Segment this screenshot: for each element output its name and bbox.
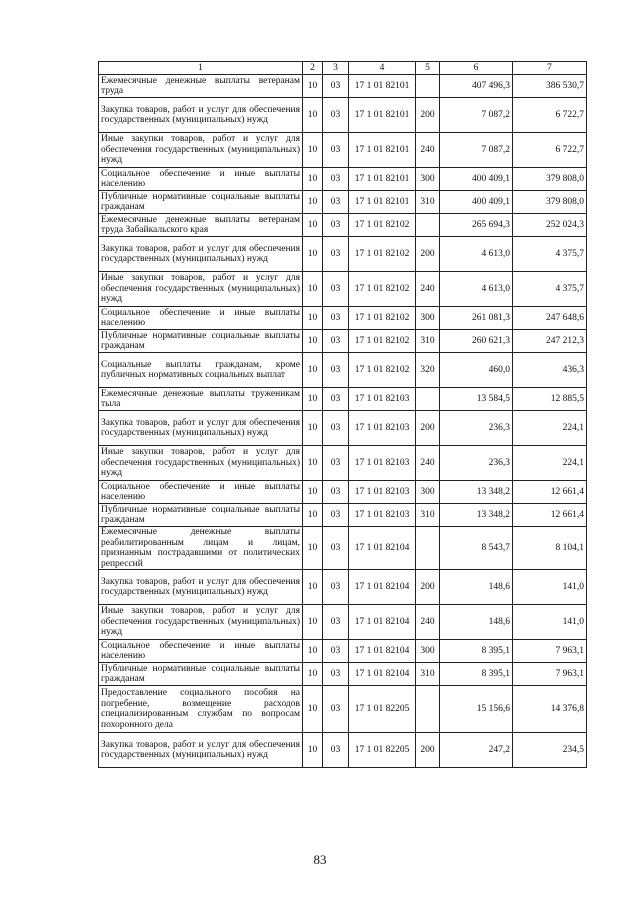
row-name: Иные закупки товаров, работ и услуг для обеспечения государственных (муниципальных) нужд [99,133,303,168]
row-section: 10 [303,446,323,481]
table-row [99,504,587,527]
row-subsection: 03 [323,640,349,663]
page-number: 83 [313,852,327,867]
row-section: 10 [303,237,323,272]
row-section: 10 [303,504,323,527]
row-subsection: 03 [323,527,349,570]
row-name: Иные закупки товаров, работ и услуг для обеспечения государственных (муниципальных) нужд [99,446,303,481]
row-amount-1: 7 087,2 [440,98,513,133]
table-row [99,133,587,168]
row-subsection: 03 [323,446,349,481]
row-expense-type: 300 [416,481,440,504]
row-subsection: 03 [323,353,349,388]
row-amount-1: 247,2 [440,733,513,768]
row-section: 10 [303,214,323,237]
row-amount-1: 13 348,2 [440,481,513,504]
row-section: 10 [303,570,323,605]
row-subsection: 03 [323,214,349,237]
table-row [99,98,587,133]
row-amount-2: 247 212,3 [513,330,587,353]
row-target-article: 17 1 01 82102 [349,214,416,237]
row-section: 10 [303,307,323,330]
row-target-article: 17 1 01 82205 [349,733,416,768]
row-amount-1: 13 584,5 [440,388,513,411]
row-amount-1: 407 496,3 [440,75,513,98]
table-row [99,237,587,272]
row-target-article: 17 1 01 82103 [349,411,416,446]
row-target-article: 17 1 01 82104 [349,570,416,605]
row-target-article: 17 1 01 82102 [349,307,416,330]
row-target-article: 17 1 01 82102 [349,237,416,272]
row-amount-1: 15 156,6 [440,686,513,733]
table-row [99,663,587,686]
row-expense-type: 200 [416,237,440,272]
row-subsection: 03 [323,570,349,605]
row-amount-2: 7 963,1 [513,640,587,663]
row-amount-2: 7 963,1 [513,663,587,686]
row-amount-2: 6 722,7 [513,98,587,133]
row-subsection: 03 [323,133,349,168]
col-header-1: 1 [99,62,303,75]
row-target-article: 17 1 01 82205 [349,686,416,733]
row-expense-type: 200 [416,98,440,133]
row-section: 10 [303,686,323,733]
row-expense-type: 300 [416,640,440,663]
row-subsection: 03 [323,75,349,98]
row-name: Социальное обеспечение и иные выплаты населению [99,168,303,191]
row-section: 10 [303,481,323,504]
table-row [99,446,587,481]
table-row [99,733,587,768]
row-amount-1: 260 621,3 [440,330,513,353]
row-amount-1: 8 395,1 [440,663,513,686]
row-expense-type [416,214,440,237]
row-expense-type: 240 [416,272,440,307]
row-subsection: 03 [323,733,349,768]
row-name: Социальные выплаты гражданам, кроме публичных нормативных социальных выплат [99,353,303,388]
row-subsection: 03 [323,330,349,353]
row-section: 10 [303,663,323,686]
row-section: 10 [303,330,323,353]
row-target-article: 17 1 01 82104 [349,605,416,640]
row-name: Закупка товаров, работ и услуг для обеспечения государственных (муниципальных) нужд [99,733,303,768]
row-amount-2: 247 648,6 [513,307,587,330]
row-amount-2: 234,5 [513,733,587,768]
row-expense-type: 240 [416,133,440,168]
row-target-article: 17 1 01 82103 [349,481,416,504]
row-section: 10 [303,75,323,98]
row-amount-2: 6 722,7 [513,133,587,168]
table-row [99,411,587,446]
row-expense-type [416,388,440,411]
row-amount-2: 224,1 [513,446,587,481]
row-target-article: 17 1 01 82101 [349,191,416,214]
row-amount-1: 236,3 [440,411,513,446]
row-section: 10 [303,733,323,768]
row-section: 10 [303,640,323,663]
row-name: Ежемесячные денежные выплаты ветеранам труда [99,75,303,98]
row-expense-type [416,527,440,570]
row-amount-2: 436,3 [513,353,587,388]
table-body [99,75,587,768]
row-amount-1: 400 409,1 [440,191,513,214]
row-target-article: 17 1 01 82103 [349,446,416,481]
table-row [99,527,587,570]
row-expense-type: 200 [416,733,440,768]
table-row [99,388,587,411]
table-row [99,353,587,388]
row-expense-type: 300 [416,168,440,191]
table-row [99,214,587,237]
row-expense-type: 300 [416,307,440,330]
row-target-article: 17 1 01 82101 [349,168,416,191]
row-subsection: 03 [323,388,349,411]
row-expense-type: 240 [416,446,440,481]
row-name: Закупка товаров, работ и услуг для обеспечения государственных (муниципальных) нужд [99,411,303,446]
row-amount-1: 261 081,3 [440,307,513,330]
row-target-article: 17 1 01 82102 [349,272,416,307]
row-name: Социальное обеспечение и иные выплаты населению [99,307,303,330]
row-section: 10 [303,527,323,570]
row-section: 10 [303,168,323,191]
row-name: Предоставление социального пособия на погребение, возмещение расходов специализированным службам по вопросам похоронного дела [99,686,303,733]
row-section: 10 [303,272,323,307]
table-row [99,307,587,330]
row-amount-2: 386 530,7 [513,75,587,98]
table-row [99,191,587,214]
row-subsection: 03 [323,272,349,307]
row-expense-type: 310 [416,663,440,686]
row-name: Публичные нормативные социальные выплаты гражданам [99,330,303,353]
row-amount-2: 252 024,3 [513,214,587,237]
row-subsection: 03 [323,481,349,504]
row-target-article: 17 1 01 82101 [349,98,416,133]
row-amount-1: 8 395,1 [440,640,513,663]
row-amount-1: 236,3 [440,446,513,481]
row-amount-2: 4 375,7 [513,237,587,272]
row-subsection: 03 [323,168,349,191]
table-row [99,481,587,504]
row-amount-2: 4 375,7 [513,272,587,307]
row-subsection: 03 [323,605,349,640]
row-subsection: 03 [323,686,349,733]
col-header-7: 7 [513,62,587,75]
row-amount-2: 141,0 [513,570,587,605]
row-amount-2: 224,1 [513,411,587,446]
row-amount-1: 4 613,0 [440,237,513,272]
table-row [99,272,587,307]
row-amount-1: 8 543,7 [440,527,513,570]
row-name: Публичные нормативные социальные выплаты гражданам [99,663,303,686]
row-name: Закупка товаров, работ и услуг для обеспечения государственных (муниципальных) нужд [99,570,303,605]
table-row [99,570,587,605]
row-subsection: 03 [323,237,349,272]
row-amount-2: 141,0 [513,605,587,640]
row-amount-2: 12 661,4 [513,481,587,504]
row-expense-type: 240 [416,605,440,640]
row-subsection: 03 [323,663,349,686]
table-row [99,75,587,98]
row-section: 10 [303,411,323,446]
table-row [99,640,587,663]
row-expense-type [416,75,440,98]
row-name: Иные закупки товаров, работ и услуг для обеспечения государственных (муниципальных) нужд [99,272,303,307]
row-expense-type: 310 [416,330,440,353]
row-amount-1: 148,6 [440,570,513,605]
row-amount-1: 4 613,0 [440,272,513,307]
row-subsection: 03 [323,191,349,214]
row-expense-type: 200 [416,570,440,605]
row-subsection: 03 [323,98,349,133]
row-section: 10 [303,191,323,214]
row-name: Ежемесячные денежные выплаты реабилитированным лицам и лицам, признанным пострадавшими от политических репрессий [99,527,303,570]
row-amount-2: 12 661,4 [513,504,587,527]
row-target-article: 17 1 01 82102 [349,330,416,353]
col-header-6: 6 [440,62,513,75]
row-expense-type: 310 [416,504,440,527]
row-amount-2: 379 808,0 [513,168,587,191]
col-header-4: 4 [349,62,416,75]
row-name: Публичные нормативные социальные выплаты гражданам [99,504,303,527]
row-target-article: 17 1 01 82104 [349,527,416,570]
col-header-3: 3 [323,62,349,75]
row-name: Публичные нормативные социальные выплаты гражданам [99,191,303,214]
row-name: Иные закупки товаров, работ и услуг для обеспечения государственных (муниципальных) нужд [99,605,303,640]
row-name: Закупка товаров, работ и услуг для обеспечения государственных (муниципальных) нужд [99,237,303,272]
col-header-5: 5 [416,62,440,75]
row-expense-type: 320 [416,353,440,388]
budget-table [98,61,587,768]
row-amount-1: 265 694,3 [440,214,513,237]
row-target-article: 17 1 01 82104 [349,663,416,686]
table-row [99,686,587,733]
row-section: 10 [303,605,323,640]
row-amount-2: 14 376,8 [513,686,587,733]
row-name: Ежемесячные денежные выплаты труженикам тыла [99,388,303,411]
row-target-article: 17 1 01 82101 [349,133,416,168]
row-amount-2: 12 885,5 [513,388,587,411]
row-target-article: 17 1 01 82102 [349,353,416,388]
row-subsection: 03 [323,411,349,446]
row-amount-1: 460,0 [440,353,513,388]
row-amount-1: 148,6 [440,605,513,640]
row-section: 10 [303,388,323,411]
row-section: 10 [303,98,323,133]
row-target-article: 17 1 01 82104 [349,640,416,663]
row-expense-type: 310 [416,191,440,214]
row-subsection: 03 [323,307,349,330]
row-target-article: 17 1 01 82101 [349,75,416,98]
row-name: Социальное обеспечение и иные выплаты населению [99,481,303,504]
col-header-2: 2 [303,62,323,75]
row-amount-1: 400 409,1 [440,168,513,191]
row-amount-1: 13 348,2 [440,504,513,527]
row-amount-2: 8 104,1 [513,527,587,570]
row-amount-1: 7 087,2 [440,133,513,168]
table-row [99,330,587,353]
row-target-article: 17 1 01 82103 [349,388,416,411]
table-row [99,605,587,640]
row-subsection: 03 [323,504,349,527]
row-target-article: 17 1 01 82103 [349,504,416,527]
row-amount-2: 379 808,0 [513,191,587,214]
row-section: 10 [303,133,323,168]
row-expense-type [416,686,440,733]
table-row [99,168,587,191]
table-header [99,62,587,75]
row-name: Социальное обеспечение и иные выплаты населению [99,640,303,663]
row-expense-type: 200 [416,411,440,446]
header-row [99,62,587,75]
row-name: Ежемесячные денежные выплаты ветеранам труда Забайкальского края [99,214,303,237]
row-section: 10 [303,353,323,388]
row-name: Закупка товаров, работ и услуг для обеспечения государственных (муниципальных) нужд [99,98,303,133]
